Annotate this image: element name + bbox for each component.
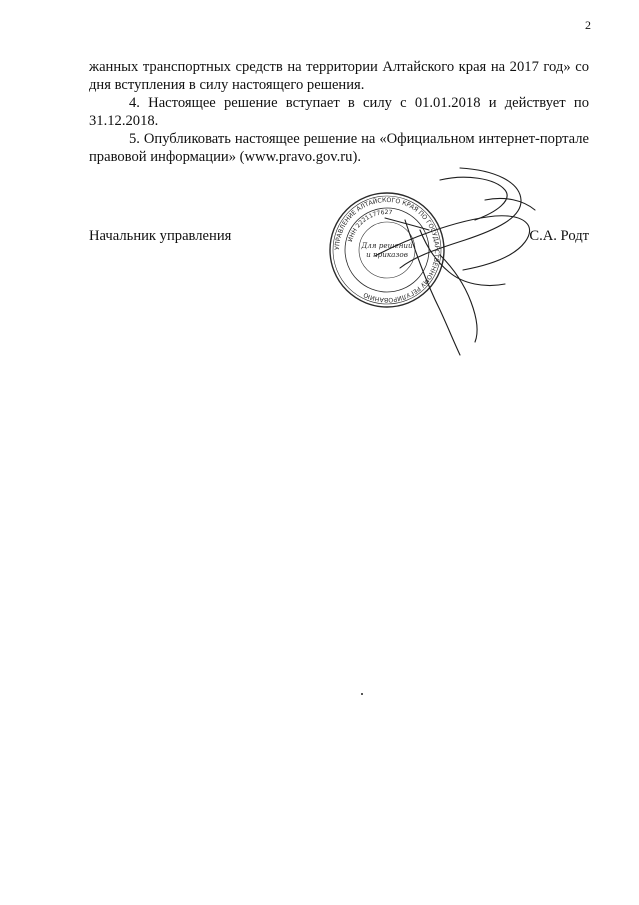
paragraph-item-4: 4. Настоящее решение вступает в силу с 01.01.2018 и действует по 31.12.2018. (89, 95, 589, 129)
stray-dot (361, 693, 363, 695)
handwritten-signature (345, 160, 545, 370)
stamp-ring-text: УПРАВЛЕНИЕ АЛТАЙСКОГО КРАЯ ПО ГОСУДАРСТВЕННОМУ РЕГУЛИРОВАНИЮ (333, 196, 441, 304)
paragraph-item-5: 5. Опубликовать настоящее решение на «Официальном интернет-портале правовой информации» (www.pravo.gov.ru). (89, 131, 589, 165)
signer-name: С.А. Родт (529, 228, 589, 244)
stamp-center-line-1: Для решений (361, 241, 413, 250)
signer-position: Начальник управления (89, 228, 232, 244)
stamp-inn-text: ИНН 2221177627 (347, 208, 393, 243)
page-number: 2 (585, 18, 591, 32)
stamp-center-line-2: и приказов (366, 250, 408, 259)
document-body (89, 58, 589, 166)
paragraph-continuation: жанных транспортных средств на территории Алтайского края на 2017 год» со дня вступления в силу настоящего решения. (89, 59, 589, 93)
